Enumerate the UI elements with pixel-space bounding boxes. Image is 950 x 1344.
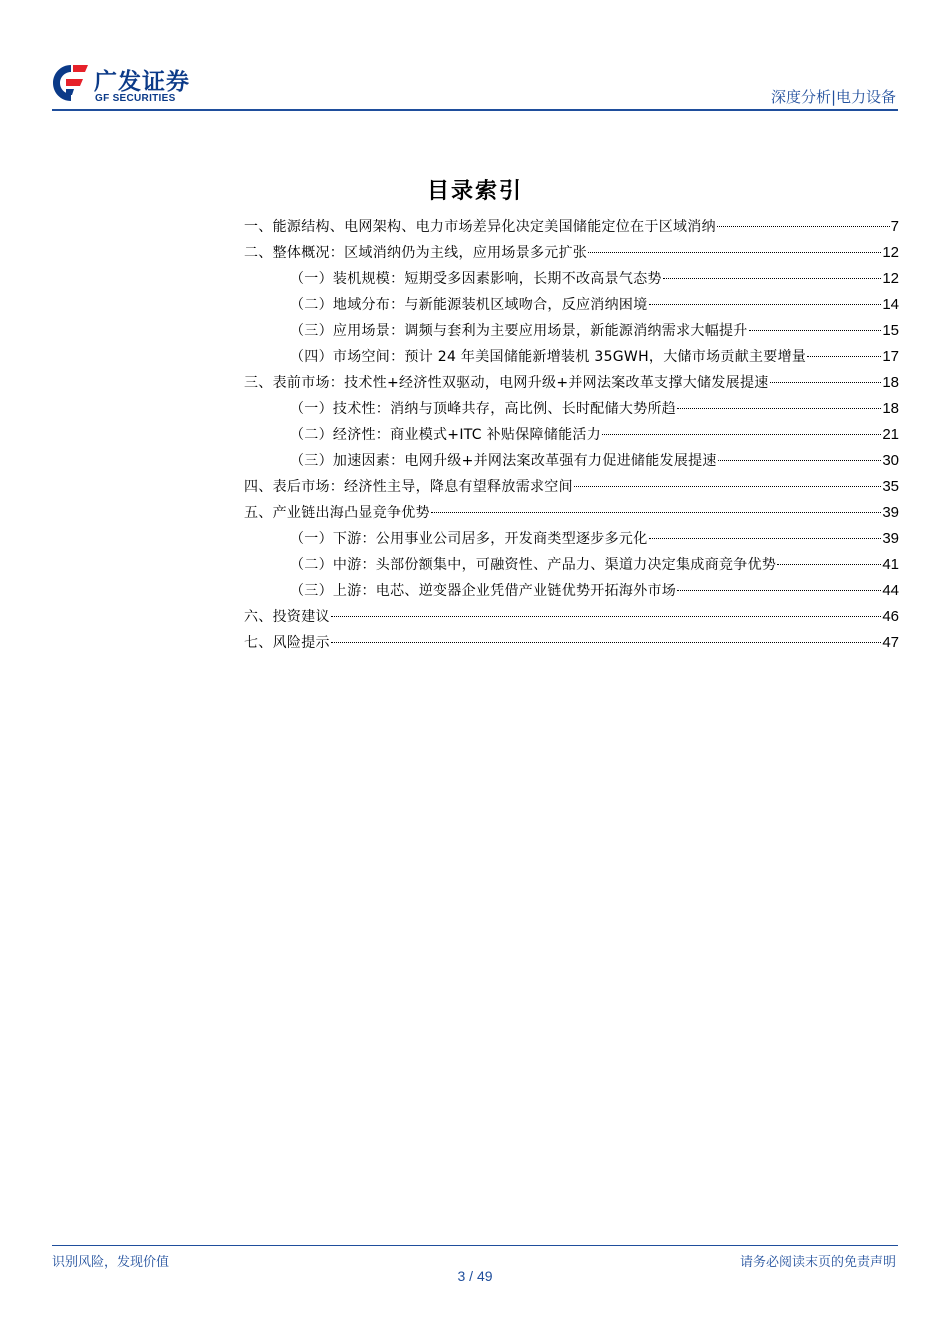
toc-entry-label: 五、产业链出海凸显竞争优势	[244, 505, 430, 521]
toc-entry[interactable]	[244, 630, 899, 656]
toc-entry[interactable]	[244, 292, 899, 318]
footer-slogan: 识别风险，发现价值	[52, 1255, 170, 1270]
toc-entry-page: 35	[882, 478, 899, 495]
toc-dot-leader	[718, 460, 882, 461]
toc-entry-page: 15	[882, 322, 899, 339]
logo-english-text: GF SECURITIES	[95, 93, 176, 104]
toc-entry-page: 12	[882, 244, 899, 261]
page-number: 3 / 49	[457, 1268, 493, 1284]
toc-entry-label: 一、能源结构、电网架构、电力市场差异化决定美国储能定位在于区域消纳	[244, 219, 716, 235]
toc-entry[interactable]	[244, 422, 899, 448]
toc-entry[interactable]	[244, 578, 899, 604]
toc-entry-page: 14	[882, 296, 899, 313]
toc-entry[interactable]	[244, 240, 899, 266]
toc-entry-label: 七、风险提示	[244, 635, 330, 651]
toc-entry-label: （一）下游：公用事业公司居多，开发商类型逐步多元化	[290, 531, 648, 547]
toc-entry-label: 二、整体概况：区域消纳仍为主线，应用场景多元扩张	[244, 245, 588, 261]
toc-entry-label: （三）加速因素：电网升级+并网法案改革强有力促进储能发展提速	[290, 453, 717, 469]
toc-dot-leader	[677, 590, 881, 591]
toc-dot-leader	[649, 538, 882, 539]
toc-entry[interactable]	[244, 370, 899, 396]
toc-entry-page: 18	[882, 374, 899, 391]
toc-dot-leader	[588, 252, 881, 253]
toc-entry-label: （三）上游：电芯、逆变器企业凭借产业链优势开拓海外市场	[290, 583, 677, 599]
toc-entry-label: （三）应用场景：调频与套利为主要应用场景，新能源消纳需求大幅提升	[290, 323, 748, 339]
logo-chinese-text: 广发证券	[94, 69, 190, 95]
table-of-contents	[244, 214, 899, 656]
page-header	[0, 0, 950, 112]
toc-entry-page: 44	[882, 582, 899, 599]
toc-dot-leader	[717, 226, 890, 227]
toc-dot-leader	[777, 564, 881, 565]
toc-entry[interactable]	[244, 318, 899, 344]
toc-dot-leader	[807, 356, 881, 357]
toc-entry[interactable]	[244, 474, 899, 500]
toc-entry-page: 12	[882, 270, 899, 287]
toc-entry[interactable]	[244, 604, 899, 630]
toc-entry-page: 17	[882, 348, 899, 365]
toc-dot-leader	[649, 304, 882, 305]
toc-entry[interactable]	[244, 526, 899, 552]
toc-entry[interactable]	[244, 214, 899, 240]
toc-entry-label: 六、投资建议	[244, 609, 330, 625]
toc-dot-leader	[574, 486, 881, 487]
toc-dot-leader	[749, 330, 882, 331]
toc-dot-leader	[770, 382, 882, 383]
toc-entry-label: （二）中游：头部份额集中，可融资性、产品力、渠道力决定集成商竞争优势	[290, 557, 777, 573]
toc-entry-page: 7	[890, 218, 899, 235]
toc-entry-page: 18	[882, 400, 899, 417]
footer-divider	[52, 1245, 898, 1246]
toc-entry-label: （二）经济性：商业模式+ITC 补贴保障储能活力	[290, 427, 602, 443]
footer-disclaimer-note: 请务必阅读末页的免责声明	[739, 1255, 896, 1270]
toc-dot-leader	[331, 642, 882, 643]
toc-entry-label: （二）地域分布：与新能源装机区域吻合，反应消纳困境	[290, 297, 648, 313]
toc-entry[interactable]	[244, 396, 899, 422]
toc-entry-page: 41	[882, 556, 899, 573]
toc-entry[interactable]	[244, 344, 899, 370]
toc-title: 目录索引	[426, 178, 523, 204]
toc-entry-label: （四）市场空间：预计 24 年美国储能新增装机 35GWH，大储市场贡献主要增量	[290, 349, 807, 365]
toc-entry-label: （一）装机规模：短期受多因素影响，长期不改高景气态势	[290, 271, 662, 287]
toc-entry-label: （一）技术性：消纳与顶峰共存，高比例、长时配储大势所趋	[290, 401, 677, 417]
toc-entry-label: 三、表前市场：技术性+经济性双驱动，电网升级+并网法案改革支撑大储发展提速	[244, 375, 769, 391]
gf-securities-logo	[50, 62, 210, 106]
report-type-label: 深度分析|电力设备	[770, 88, 896, 106]
header-divider	[52, 109, 898, 111]
toc-entry-page: 39	[882, 504, 899, 521]
toc-entry[interactable]	[244, 552, 899, 578]
toc-entry[interactable]	[244, 448, 899, 474]
toc-dot-leader	[602, 434, 881, 435]
toc-dot-leader	[677, 408, 881, 409]
toc-entry-page: 47	[882, 634, 899, 651]
toc-entry-page: 21	[882, 426, 899, 443]
toc-entry[interactable]	[244, 500, 899, 526]
gf-logo-mark-icon	[50, 62, 92, 106]
toc-entry[interactable]	[244, 266, 899, 292]
toc-dot-leader	[431, 512, 881, 513]
toc-dot-leader	[663, 278, 882, 279]
toc-dot-leader	[331, 616, 882, 617]
toc-entry-label: 四、表后市场：经济性主导，降息有望释放需求空间	[244, 479, 573, 495]
toc-entry-page: 46	[882, 608, 899, 625]
toc-entry-page: 39	[882, 530, 899, 547]
toc-entry-page: 30	[882, 452, 899, 469]
